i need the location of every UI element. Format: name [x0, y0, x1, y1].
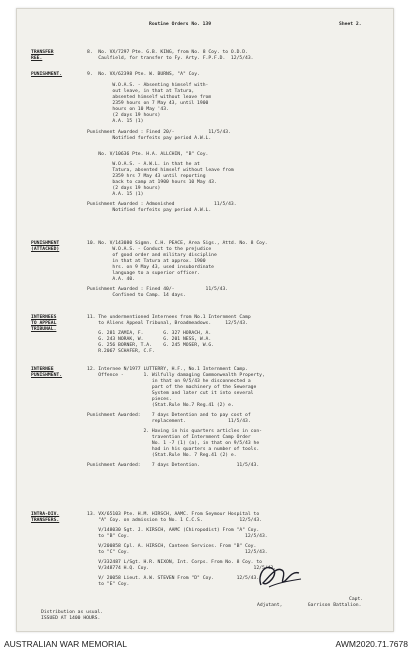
body-line: (Stat.Rule No.7 Reg.41 (2) e. [87, 403, 234, 408]
heading-internees: INTERNEES [31, 315, 57, 320]
body-line: W.O.A.S. - Absenting himself with- [87, 83, 209, 88]
body-line: System and later cut it into several [87, 391, 254, 396]
distribution-line: Distribution as usual. [41, 610, 104, 615]
body-line: travention of Internment Camp Order [87, 435, 251, 440]
body-line: V/348774 H.Q. Coy. 12/5/43. [87, 566, 277, 571]
body-line: Confined to Camp. 14 days. [87, 293, 186, 298]
body-line: hours on 10 May '43. [87, 107, 169, 112]
body-line: V/332487 L/Sgt. H.R. NIXON, Int. Corps. From No. 8 Coy. to [87, 560, 262, 565]
body-line: to "E" Coy. [87, 582, 260, 587]
order-title: Routine Orders No. 139 [149, 22, 212, 27]
body-line: V/148030 Sgt. J. KIRSCH, AAMC (Chiropodist) From "A" Coy. [87, 528, 260, 533]
body-line: Punishment Awarded : Fined 40/- 11/5/43. [87, 287, 229, 292]
body-line: A.A. 15 (1) [87, 119, 144, 124]
body-line: absented himself without leave from [87, 95, 212, 100]
document-page [16, 8, 394, 632]
body-line: language to a superior officer. [87, 271, 200, 276]
body-line: W.O.A.S. - Conduct to the prejudice [87, 247, 212, 252]
body-line: pieces. [87, 397, 172, 402]
body-line: Punishment Awarded: 7 days Detention. 11/5/43. [87, 463, 260, 468]
body-line: A.A. 40. [87, 277, 135, 282]
body-line: No. 1 -7 (1) (a), in that on 9/5/43 he [87, 441, 260, 446]
body-line: Notified forfeits pay period A.W.L. [87, 208, 212, 213]
signature [255, 557, 305, 593]
sheet-number: Sheet 2. [339, 22, 362, 27]
body-line: Punishment Awarded : Fined 20/- 11/5/43. [87, 130, 231, 135]
body-line: 2359 hours on 7 May 43, until 1900 [87, 101, 209, 106]
body-line: G. 256 BORNER, T.A. G. 245 MOSER, W.G. [87, 343, 214, 348]
body-line: part of the machinery of the Sewerage [87, 385, 257, 390]
body-line: A.A. 15 (1) [87, 192, 144, 197]
body-line: 2359 hrs 7 May 43 until reporting [87, 174, 206, 179]
body-line: Tatura, absented himself without leave from [87, 168, 234, 173]
body-line: had in his quarters a number of tools. [87, 447, 260, 452]
body-line: Notified forfeits pay period A.W.L. [87, 136, 212, 141]
body-line: of good order and military discipline [87, 253, 217, 258]
heading-punishment-attached-2: (ATTACHED) [31, 247, 60, 252]
footer-accession-number: AWM2020.71.7678 [335, 639, 408, 649]
issued-line: ISSUED AT 1400 HOURS. [41, 616, 101, 621]
footer-institution: AUSTRALIAN WAR MEMORIAL [4, 639, 127, 649]
body-line: (2 days 19 hours) [87, 186, 161, 191]
heading-punishment: PUNISHMENT. [31, 72, 63, 77]
body-line: 12. Internee N/1977 LUTTERRY, H.F., No.1 Internment Camp. [87, 367, 248, 372]
body-line: G. 243 NORAK, W. G. 201 NESS, W.A. [87, 337, 212, 342]
body-line: Punishment Awarded : Admonished 11/5/43. [87, 202, 237, 207]
heading-transfer-2: REE. [31, 56, 43, 61]
body-line: 2. Having in his quarters articles in con- [87, 429, 262, 434]
body-line: in that on 9/5/43 he disconnected a [87, 379, 251, 384]
body-line: (Stat.Rule No. 7 Reg.41 (2) e. [87, 453, 237, 458]
signoff-adjutant: Adjutant, Garrison Battalion. [257, 603, 362, 608]
heading-internee-punishment: INTERNEE [31, 367, 54, 372]
body-line: to "B" Coy. 12/5/43. [87, 534, 268, 539]
body-line: "A" Coy. on admission to No. 1 C.C.S. 12/5/43. [87, 518, 262, 523]
signoff-capt: Capt. [349, 597, 364, 602]
heading-intra-div-2: TRANSFERS. [31, 518, 60, 523]
body-line: to "C" Coy. 12/5/43. [87, 550, 268, 555]
body-line: Caulfield, for transfer to Fy. Arty. F.P.F.D. 12/5/43. [87, 56, 254, 61]
heading-internees-2: TO APPEAL [31, 321, 57, 326]
heading-intra-div: INTRA-DIV. [31, 512, 60, 517]
body-line: Offence - 1. Wilfully damaging Commonwealth Property, [87, 373, 265, 378]
body-line: out leave, in that at Tatura, [87, 89, 195, 94]
body-line: back to camp at 1900 hours 10 May 43. [87, 180, 217, 185]
heading-transfer: TRANSFER [31, 50, 54, 55]
body-line: 11. The undermentioned Internees from No.1 Internment Camp [87, 315, 251, 320]
body-line: R.2067 SCHAFER, C.F. [87, 349, 155, 354]
body-line: (2 days 19 hours) [87, 113, 161, 118]
heading-internee-punishment-2: PUNISHMENT. [31, 373, 63, 378]
body-line: No. V/10636 Pte. H.A. ALLCHIN, "B" Coy. [87, 152, 209, 157]
body-line: replacement. 11/5/43. [87, 419, 251, 424]
body-line: 13. VX/65103 Pte. H.M. HIRSCH, AAMC. From Seymour Hospital to [87, 512, 260, 517]
body-line: hrs. on 9 May 43, used insubordinate [87, 265, 214, 270]
body-line: Punishment Awarded: 7 days Detention and to pay cost of [87, 413, 251, 418]
body-line: 9. No. VX/62398 Pte. W. BURNS, "A" Coy. [87, 72, 200, 77]
body-line: 8. No. VX/7297 Pte. G.B. KING, from No. 8 Coy. to O.D.D. [87, 50, 248, 55]
body-line: G. 281 ZAMIA, F. G. 327 HORACH, A. [87, 331, 212, 336]
body-line: W.O.A.S. - A.W.L. in that he at [87, 162, 200, 167]
body-line: V/ 20058 Lieut. A.W. STEVEN From "D" Coy. 12/5/43. [87, 576, 260, 581]
heading-punishment-attached: PUNISHMENT [31, 241, 60, 246]
body-line: to Aliens Appeal Tribunal, Broadmeadows. 12/5/43. [87, 321, 248, 326]
body-line: 10. No. V/143080 Sigmn. C.H. PEACE, Area Sigs., Attd. No. 8 Coy. [87, 241, 268, 246]
body-line: in that at Tatura at approx. 1900 [87, 259, 206, 264]
heading-internees-3: TRIBUNAL. [31, 327, 57, 332]
body-line: V/200858 Cpl. A. HIRSCH, Canteen Services. From "B" Coy. [87, 544, 257, 549]
